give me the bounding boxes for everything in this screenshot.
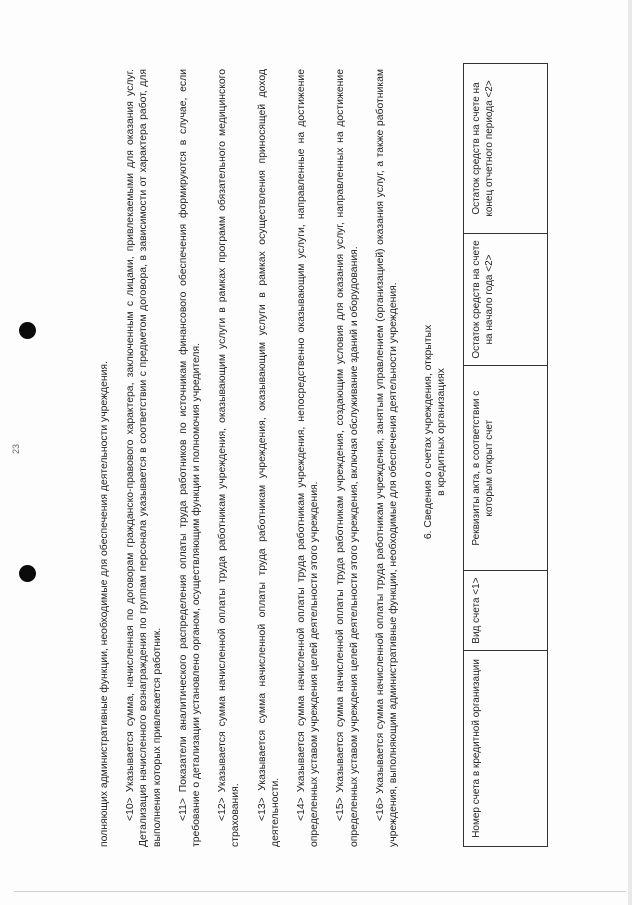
footnote-10 [124, 69, 164, 847]
footnote-14-text: <14> Указывается сумма начисленной оплаты труда работникам учреждения, непосредственно оказывающим услуги, направленные на достижение определенных уставом учреждения целей деятельности этого учреждения. [296, 69, 321, 847]
accounts-table [463, 63, 548, 847]
footnote-11 [177, 69, 203, 847]
intro-line: полняющих административные функции, необходимые для обеспечения деятельности учреждения. [99, 361, 110, 847]
footnote-16-text: <16> Указывается сумма начисленной оплаты труда работникам учреждения, занятым управлением (организацией) оказания услуг, а также работникам учреждения, выполняющим административные функции, необходимые для обеспечения деятельности учреждения. [374, 69, 400, 847]
footnote-11-text: <11> Показатели аналитического распределения оплаты труда работников по источникам финансового обеспечения формируются в случае, если требование о детализации установлено органом, осуществляющим функции и полномочия учредителя. [177, 69, 203, 847]
col-balance-end: Остаток средств на счете на конец отчетного периода <2> [464, 64, 548, 234]
footnote-16 [374, 69, 400, 847]
col-act-details: Реквизиты акта, в соответствии с которым открыт счет [464, 365, 548, 570]
footnote-10-text: <10> Указывается сумма, начисленная по договорам гражданско-правового характера, заключенным с лицами, привлекаемыми для оказания услуг. Детализация начисленного вознаграждения по группам персонала указывается в соответствии с предметом договора, в зависимости от характера работ, для выполнения которых привлекается работник. [125, 69, 163, 847]
col-account-type: Вид счета <1> [464, 571, 548, 650]
footnote-15-text: <15> Указывается сумма начисленной оплаты труда работникам учреждения, создающим условия для оказания услуг, направленных на достижение определенных уставом учреждения целей деятельности этого учреждения, включая обслуживание зданий и оборудования. [335, 69, 360, 847]
binder-hole-top [19, 322, 36, 339]
table-header-row [464, 64, 548, 847]
scan-bottom-line [14, 891, 626, 892]
col-account-number: Номер счета в кредитной организации [464, 650, 548, 846]
section-title [422, 272, 448, 592]
rotated-content [36, 57, 596, 847]
section-title-line1: 6. Сведения о счетах учреждения, открытых [423, 324, 434, 540]
footnote-13 [256, 69, 282, 847]
footnote-15 [334, 69, 360, 847]
footnote-12 [216, 69, 242, 847]
binder-hole-bottom [19, 565, 36, 582]
page-number: 23 [11, 444, 21, 455]
footnote-13-text: <13> Указывается сумма начисленной оплаты труда работникам учреждения, оказывающим услуги в рамках осуществления приносящей доход деятельности. [256, 69, 281, 847]
section-title-line2: в кредитных организациях [436, 368, 447, 496]
col-balance-start: Остаток средств на счете на начало года <2> [464, 233, 548, 365]
footnote-14 [295, 69, 321, 847]
page-edge [628, 0, 632, 905]
footnote-12-text: <12> Указывается сумма начисленной оплаты труда работникам учреждения, оказывающим услуги в рамках программ обязательного медицинского страхования. [217, 69, 242, 847]
